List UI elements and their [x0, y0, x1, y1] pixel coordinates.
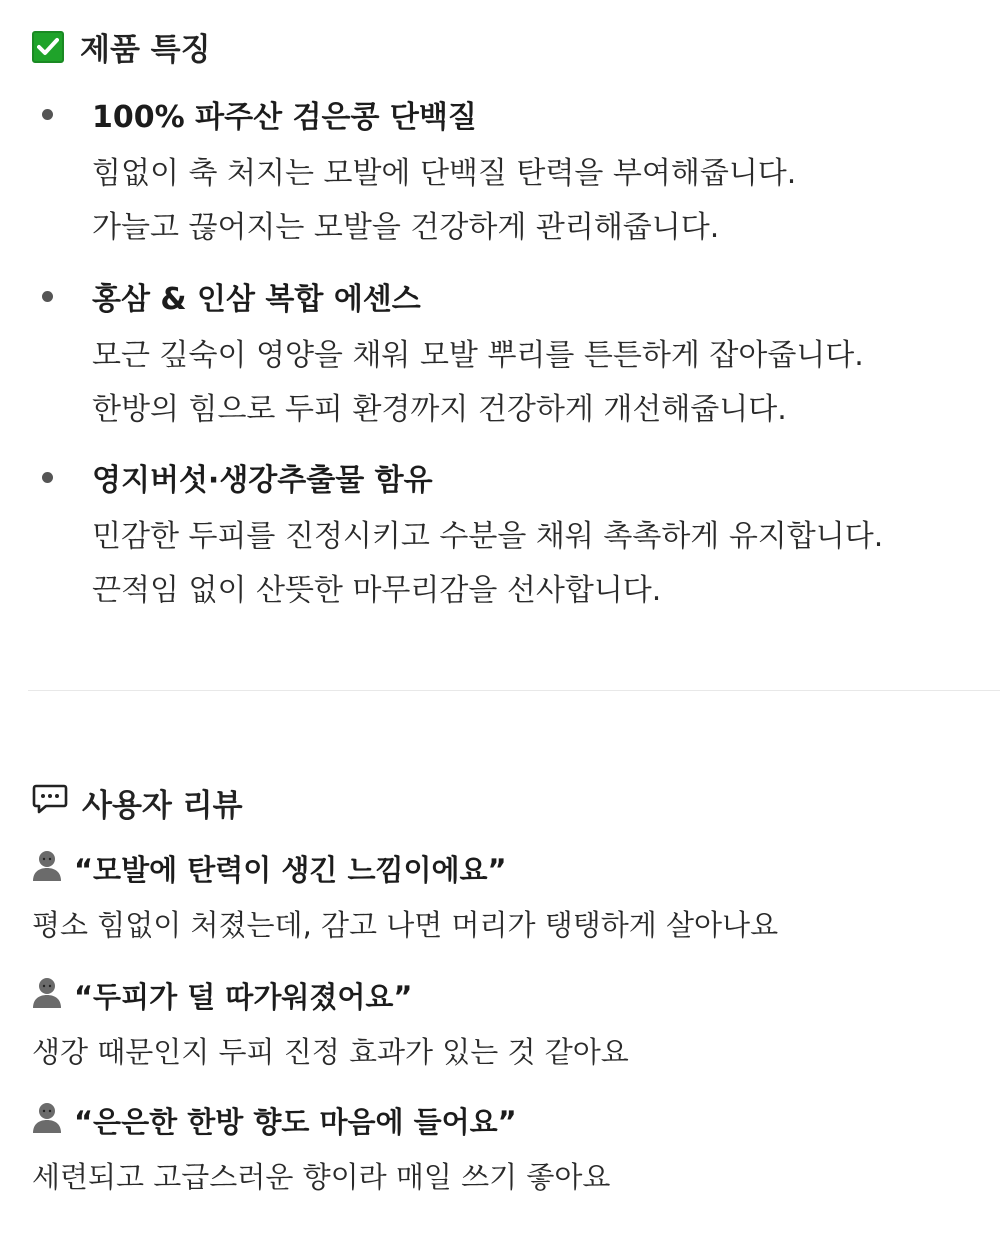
review-headline [32, 975, 412, 1016]
person-silhouette-icon [32, 848, 62, 889]
features-section-title [32, 24, 211, 69]
review-headline [32, 848, 507, 889]
section-divider [28, 690, 1000, 691]
feature-title: 홍삼 & 인삼 복합 에센스 [92, 282, 421, 317]
review-headline-text: “모발에 탄력이 생긴 느낌이에요” [74, 853, 507, 887]
person-silhouette-icon [32, 975, 62, 1016]
review-headline-text: “두피가 덜 따가워졌어요” [74, 980, 413, 1014]
review-body: 생강 때문인지 두피 진정 효과가 있는 것 같아요 [32, 1035, 629, 1069]
bullet-icon [42, 109, 53, 120]
feature-title: 영지버섯·생강추출물 함유 [92, 463, 433, 498]
features-title-text: 제품 특징 [80, 32, 211, 68]
feature-description: 끈적임 없이 산뜻한 마무리감을 선사합니다. [92, 573, 662, 608]
speech-bubble-icon [32, 783, 68, 823]
check-mark-button-icon [32, 31, 64, 63]
feature-description: 가늘고 끊어지는 모발을 건강하게 관리해줍니다. [92, 210, 720, 245]
reviews-section-title [32, 780, 243, 825]
review-headline-text: “은은한 한방 향도 마음에 들어요” [74, 1105, 517, 1139]
feature-title: 100% 파주산 검은콩 단백질 [92, 100, 477, 135]
bullet-icon [42, 291, 53, 302]
feature-description: 한방의 힘으로 두피 환경까지 건강하게 개선해줍니다. [92, 392, 787, 427]
review-body: 평소 힘없이 처졌는데, 감고 나면 머리가 탱탱하게 살아나요 [32, 908, 779, 942]
bullet-icon [42, 472, 53, 483]
reviews-title-text: 사용자 리뷰 [82, 788, 243, 824]
feature-description: 민감한 두피를 진정시키고 수분을 채워 촉촉하게 유지합니다. [92, 519, 884, 554]
feature-description: 힘없이 축 처지는 모발에 단백질 탄력을 부여해줍니다. [92, 156, 797, 191]
review-body: 세련되고 고급스러운 향이라 매일 쓰기 좋아요 [32, 1160, 611, 1194]
review-headline [32, 1100, 517, 1141]
feature-description: 모근 깊숙이 영양을 채워 모발 뿌리를 튼튼하게 잡아줍니다. [92, 338, 864, 373]
person-silhouette-icon [32, 1100, 62, 1141]
